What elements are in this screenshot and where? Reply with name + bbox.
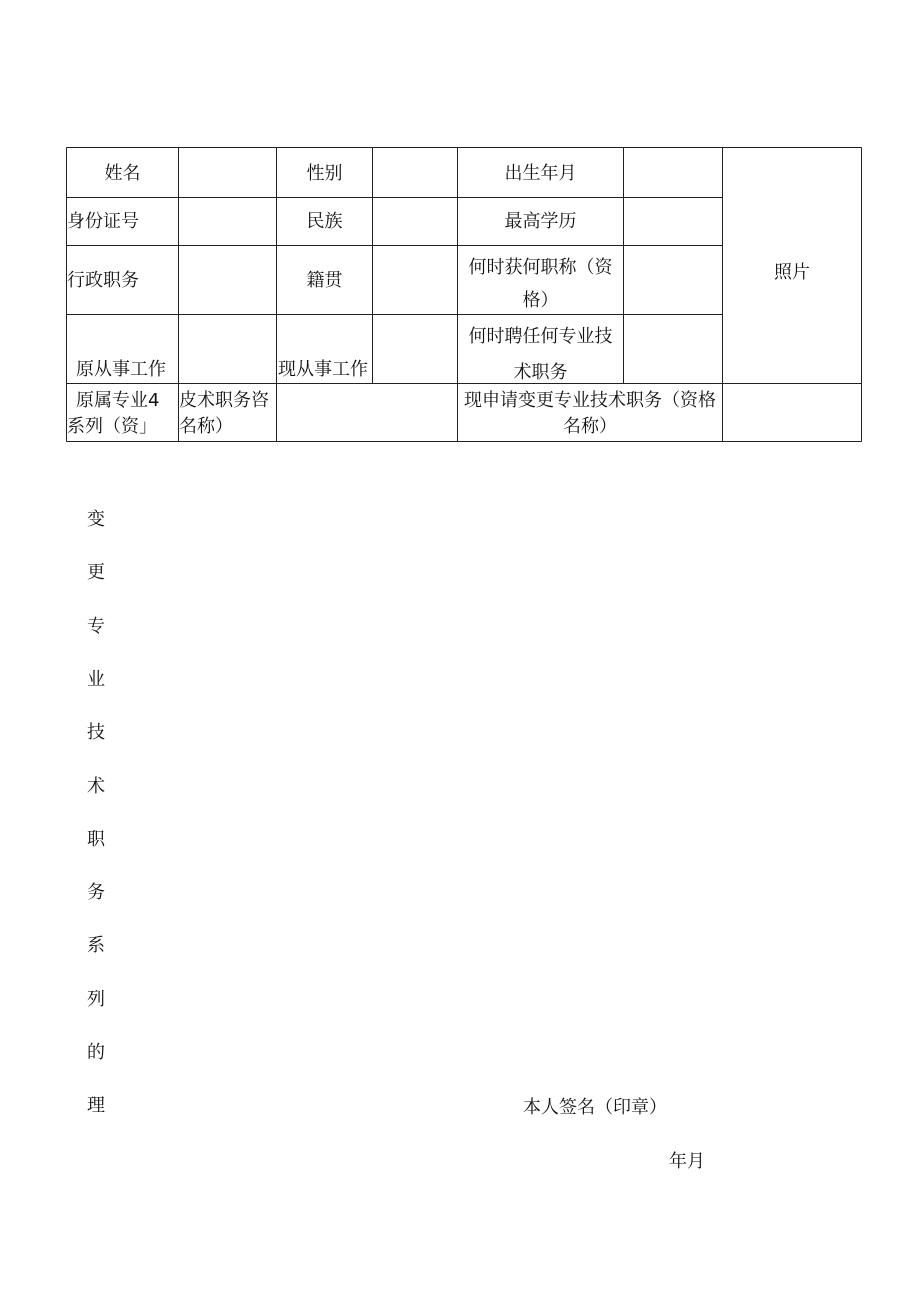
vertical-label-char: 变 — [87, 509, 105, 530]
education-value-cell[interactable] — [624, 198, 722, 245]
hire-post-value-cell[interactable] — [624, 315, 722, 383]
vertical-label-char: 的 — [87, 1042, 105, 1063]
label-title-obtained-line2: 格） — [522, 290, 559, 311]
label-id-number: 身份证号 — [67, 211, 139, 232]
vertical-label-char: 术 — [87, 775, 105, 797]
label-hire-post-line1: 何时聘任何专业技 — [468, 326, 613, 347]
label-photo: 照片 — [774, 262, 810, 283]
label-hire-post-line2: 术职务 — [513, 362, 568, 383]
vertical-label-char: 职 — [87, 828, 105, 850]
label-apply-change-line2: 名称） — [563, 416, 617, 437]
label-orig-series-cont-line1: 皮术职务咨 — [179, 390, 269, 411]
vertical-label-char: 务 — [87, 882, 105, 904]
birth-value-cell[interactable] — [624, 148, 722, 197]
date-label: 年月 — [669, 1151, 705, 1172]
vertical-label-char: 业 — [87, 668, 105, 690]
name-value-cell[interactable] — [179, 148, 276, 197]
native-place-value-cell[interactable] — [373, 246, 457, 314]
label-admin-post: 行政职务 — [67, 270, 139, 291]
label-name: 姓名 — [104, 163, 141, 184]
label-education: 最高学历 — [504, 211, 577, 232]
label-birth: 出生年月 — [504, 163, 577, 184]
vertical-label-char: 技 — [87, 722, 105, 744]
vertical-label-char: 列 — [87, 988, 105, 1010]
signature-label: 本人签名（印章） — [523, 1097, 667, 1118]
orig-series-value-cell[interactable] — [277, 384, 457, 441]
label-orig-work: 原从事工作 — [76, 359, 166, 380]
label-title-obtained-line1: 何时获何职称（资 — [468, 257, 613, 278]
gender-value-cell[interactable] — [373, 148, 457, 197]
curr-work-value-cell[interactable] — [373, 315, 457, 383]
vertical-label-char: 专 — [87, 615, 105, 637]
label-orig-series-line1: 原属专业4 — [76, 390, 160, 411]
label-ethnicity: 民族 — [306, 211, 343, 232]
vertical-label-char: 理 — [87, 1095, 105, 1117]
vertical-label-char: 系 — [87, 935, 105, 957]
label-gender: 性别 — [306, 163, 343, 184]
label-native-place: 籍贯 — [306, 270, 343, 291]
id-number-value-cell[interactable] — [179, 198, 276, 245]
label-orig-series-line2: 系列（资」 — [67, 416, 157, 437]
label-apply-change-line1: 现申请变更专业技术职务（资格 — [464, 390, 716, 411]
label-curr-work: 现从事工作 — [278, 359, 368, 380]
vertical-label-char: 更 — [87, 562, 105, 584]
ethnicity-value-cell[interactable] — [373, 198, 457, 245]
apply-change-value-cell[interactable] — [723, 384, 861, 441]
label-orig-series-cont-line2: 名称） — [179, 416, 233, 437]
admin-post-value-cell[interactable] — [179, 246, 276, 314]
title-obtained-value-cell[interactable] — [624, 246, 722, 314]
orig-work-value-cell[interactable] — [179, 315, 276, 383]
